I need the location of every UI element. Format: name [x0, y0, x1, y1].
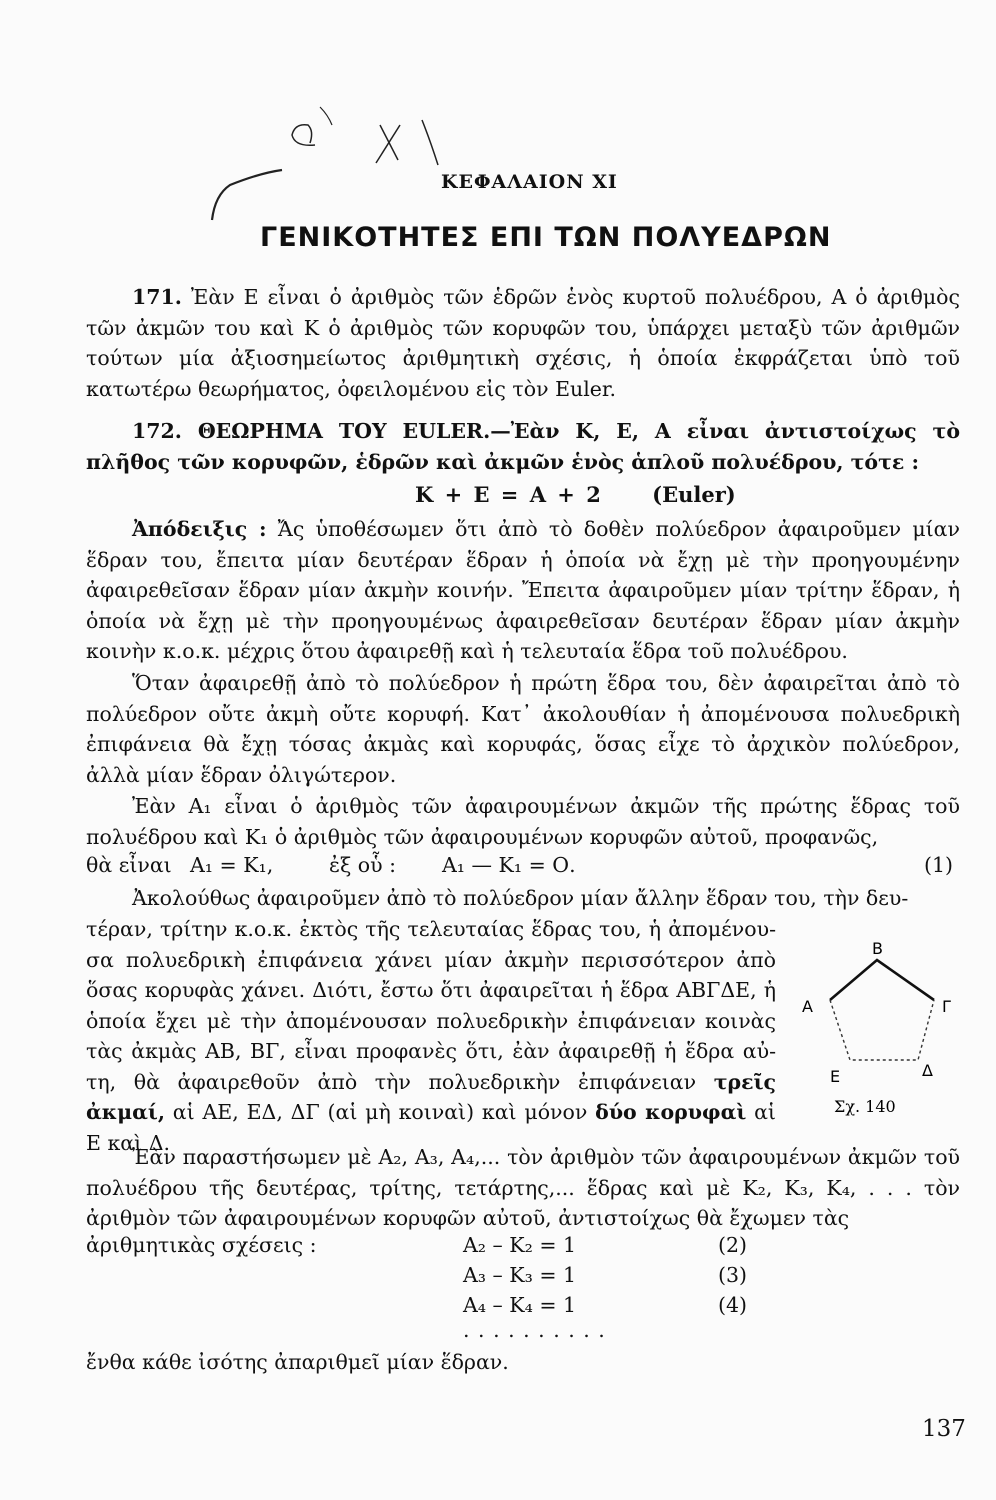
- p4-bold-edges: τρεῖς ἀκμαί,: [86, 1069, 776, 1124]
- label-A: Α: [802, 997, 813, 1016]
- formula-expression: Κ + Ε = Α + 2: [415, 482, 601, 507]
- p4-bold-vertices: δύο κορυφαὶ: [595, 1100, 747, 1124]
- p4-text: τέραν, τρίτην κ.ο.κ. ἐκτὸς τῆς τελευταίας ἕδρας του, ἡ ἀπομένου-σα πολυεδρικὴ ἐπιφάνεια χάνει μίαν ἀκμὴν περισσότερον ἀπὸ ὅσας κορυφὰς χάνει. Διότι, ἔστω ὅτι ἀφαιρεῖται ἡ ἕδρα ΑΒΓΔΕ, ἡ ὁποία ἔχει μὲ τὴν ἀπομένουσαν πολυεδρικὴν ἐπιφάνειαν κοινὰς τὰς ἀκμὰς ΑΒ, ΒΓ, εἶναι προφανὲς ὅτι, ἐὰν ἀφαιρεθῇ ἡ ἕδρα αὐ-τη, θὰ ἀφαιρεθοῦν ἀπὸ τὴν πολυεδρικὴν ἐπιφάνειαν: [86, 917, 776, 1094]
- label-B: Β: [872, 939, 883, 958]
- eq1-a: Α₁ = Κ₁,: [190, 853, 274, 877]
- edges-AE-ED-DG: [830, 1000, 934, 1060]
- equation-2-number: (2): [718, 1233, 748, 1257]
- euler-formula: [415, 482, 736, 507]
- eq1-b: ἐξ οὗ :: [329, 853, 397, 877]
- equation-3: Α₃ – Κ₃ = 1: [463, 1263, 577, 1287]
- p4-text-2: αἱ ΑΕ, ΕΔ, ΔΓ (αἱ μὴ κοιναὶ) καὶ μόνον: [172, 1100, 588, 1124]
- proof-paragraph-3: Ἐὰν Α₁ εἶναι ὁ ἀριθμὸς τῶν ἀφαιρουμένων ἀκμῶν τῆς πρώτης ἕδρας τοῦ πολυέδρου καὶ Κ₁ ὁ ἀριθμὸς τῶν ἀφαιρουμένων κορυφῶν αὐτοῦ, προφανῶς,: [86, 794, 960, 849]
- equation-3-number: (3): [718, 1263, 748, 1287]
- proof-paragraph-4-line1: Ἀκολούθως ἀφαιροῦμεν ἀπὸ τὸ πολύεδρον μίαν ἄλλην ἕδραν του, τὴν δευ-: [132, 886, 909, 910]
- label-G: Γ: [942, 997, 951, 1016]
- figure-caption: Σχ. 140: [834, 1097, 896, 1116]
- formula-label: (Euler): [652, 482, 736, 507]
- proof-paragraph-1: [86, 514, 960, 667]
- equation-ellipsis: . . . . . . . . . .: [463, 1318, 606, 1342]
- proof-p1-text: Ἄς ὑποθέσωμεν ὅτι ἀπὸ τὸ δοθὲν πολύεδρον ἀφαιροῦμεν μίαν ἕδραν του, ἔπειτα μίαν δευτέραν ἕδραν ἡ ὁποία νὰ ἔχῃ μὲ τὴν προηγουμένην ἀφαιρεθεῖσαν ἕδραν μίαν ἀκμὴν κοινήν. Ἔπειτα ἀφαιροῦμεν μίαν τρίτην ἕδραν, ἡ ὁποία νὰ ἔχῃ μὲ τὴν προηγουμένως ἀφαιρεθεῖσαν δευτέραν ἕδραν μίαν ἀκμὴν κοινὴν κ.ο.κ. μέχρις ὅτου ἀφαιρεθῇ καὶ ἡ τελευταία ἕδρα τοῦ πολυέδρου.: [86, 517, 960, 663]
- p4-text-3: αἱ Ε καὶ Δ.: [86, 1100, 776, 1155]
- eq1-lead: θὰ εἶναι: [86, 853, 172, 877]
- chapter-heading: ΚΕΦΑΛΑΙΟΝ XI: [441, 171, 618, 193]
- theorem-heading: 172. ΘΕΩΡΗΜΑ ΤΟΥ EULER.: [132, 419, 491, 443]
- equation-4: Α₄ – Κ₄ = 1: [463, 1293, 577, 1317]
- equation-4-number: (4): [718, 1293, 748, 1317]
- label-E: Ε: [830, 1067, 841, 1086]
- section-171-text: Ἐὰν Ε εἶναι ὁ ἀριθμὸς τῶν ἑδρῶν ἑνὸς κυρτοῦ πολυέδρου, Α ὁ ἀριθμὸς τῶν ἀκμῶν του καὶ Κ ὁ ἀριθμὸς τῶν κορυφῶν του, ὑπάρχει μεταξὺ τῶν ἀριθμῶν τούτων μία ἀξιοσημείωτος ἀριθμητικὴ σχέσις, ἡ ὁποία ἐκφράζεται ὑπὸ τοῦ κατωτέρω θεωρήματος, ὀφειλομένου εἰς τὸν Euler.: [86, 285, 960, 401]
- pentagon-figure: [790, 930, 960, 1120]
- proof-paragraph-2: Ὅταν ἀφαιρεθῇ ἀπὸ τὸ πολύεδρον ἡ πρώτη ἕδρα του, δὲν ἀφαιρεῖται ἀπὸ τὸ πολύεδρον οὔτε ἀκμὴ οὔτε κορυφή. Κατ᾿ ἀκολουθίαν ἡ ἀπομένουσα πολυεδρικὴ ἐπιφάνεια θὰ ἔχῃ τόσας ἀκμὰς καὶ κορυφάς, ὅσας εἶχε τὸ ἀρχικὸν πολύεδρον, ἀλλὰ μίαν ἕδραν ὀλιγώτερον.: [86, 671, 960, 787]
- equation-2: Α₂ – Κ₂ = 1: [463, 1233, 577, 1257]
- proof-paragraph-4: [86, 914, 776, 1158]
- chapter-title: ΓΕΝΙΚΟΤΗΤΕΣ ΕΠΙ ΤΩΝ ΠΟΛΥΕΔΡΩΝ: [260, 222, 832, 253]
- proof-label: Ἀπόδειξις :: [132, 517, 267, 541]
- eq1-number: (1): [924, 853, 954, 877]
- label-D: Δ: [922, 1061, 933, 1080]
- section-171: [86, 282, 960, 404]
- edges-AB-BG: [830, 960, 934, 1000]
- proof-paragraph-5: Ἐὰν παραστήσωμεν μὲ Α₂, Α₃, Α₄,... τὸν ἀριθμὸν τῶν ἀφαιρουμένων ἀκμῶν τοῦ πολυέδρου τῆς δευτέρας, τρίτης, τετάρτης,... ἕδρας καὶ μὲ Κ₂, Κ₃, Κ₄, . . . τὸν ἀριθμὸν τῶν ἀφαιρουμένων κορυφῶν αὐτοῦ, ἀντιστοίχως θὰ ἔχωμεν τὰς: [86, 1145, 960, 1230]
- proof-paragraph-6: ἔνθα κάθε ἰσότης ἀπαριθμεῖ μίαν ἕδραν.: [86, 1350, 509, 1374]
- p5-lead: ἀριθμητικὰς σχέσεις :: [86, 1233, 317, 1257]
- theorem-statement: —Ἐὰν Κ, Ε, Α εἶναι ἀντιστοίχως τὸ πλῆθος τῶν κορυφῶν, ἑδρῶν καὶ ἀκμῶν ἑνὸς ἁπλοῦ πολυέδρου, τότε :: [86, 419, 960, 474]
- section-171-number: 171.: [132, 285, 182, 309]
- eq1-c: Α₁ — Κ₁ = Ο.: [442, 853, 576, 877]
- equation-1-row: [86, 853, 960, 877]
- page-number: 137: [922, 1416, 966, 1442]
- section-172: [86, 416, 960, 477]
